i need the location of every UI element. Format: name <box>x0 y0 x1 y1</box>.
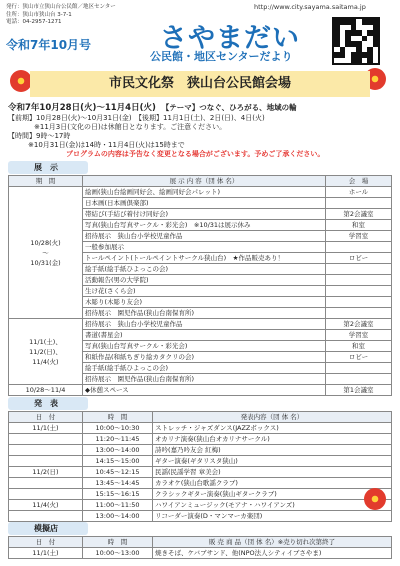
presentation-content: 詩吟(嘉乃吟友会 紅梅) <box>153 445 392 456</box>
table-row <box>9 500 392 511</box>
exhibit-content: 一般参加展示 <box>83 242 326 253</box>
qr-code-icon <box>332 17 380 65</box>
issue-month: 令和7年10月号 <box>6 38 92 52</box>
notice: プログラムの内容は予告なく変更となる場合がございます。予めご了承ください。 <box>66 150 325 158</box>
table-row <box>9 548 392 559</box>
table-row <box>9 467 392 478</box>
table-row <box>9 489 392 500</box>
table-row <box>9 385 392 396</box>
exhibit-content: 日本画(日本画倶楽部) <box>83 198 326 209</box>
time-cell: 10:00～10:30 <box>83 423 153 434</box>
venue-cell <box>326 198 392 209</box>
header <box>0 0 400 80</box>
presentation-content: ハワイアンミュージック(モアナ・ハワイアンズ) <box>153 500 392 511</box>
exhibit-content: 帯結び(手結び着付け同好会) <box>83 209 326 220</box>
shop-table: 日 付 時 間 販 売 商 品（団 体 名）※売り切れ次第終了 11/1(土) 10:00～13:00 焼きそば、ケバブサンド、他(NPO法人シティイブさやま) <box>8 536 392 559</box>
exhibit-content: 絵手紙(絵手紙ひよっこの会) <box>83 363 326 374</box>
exhibit-content: 活動報告(男の大学院) <box>83 275 326 286</box>
exhibit-content: トールペイント(トールペイントサークル狭山台) ★作品販売あり！ <box>83 253 326 264</box>
presentation-content: ストレッチ・ジャズダンス(JAZZボックス) <box>153 423 392 434</box>
venue-cell: ロビー <box>326 352 392 363</box>
table-row <box>9 445 392 456</box>
issuer-info: 発行：狭山市立狭山台公民館／地区センター 住所：狭山市狭山台 3-7-1 電話：04-2957-1271 <box>6 4 116 25</box>
presentation-content: オカリナ演奏(狭山台オカリナサークル) <box>153 434 392 445</box>
exhibit-content: 写真(狭山台写真サークル・彩光会) <box>83 341 326 352</box>
time-cell: 10:00～13:00 <box>83 548 153 559</box>
exhibit-content: 絵画(狭山台絵画同好会、絵画同好会パレット) <box>83 187 326 198</box>
table-row <box>9 511 392 522</box>
date-cell <box>9 511 83 522</box>
table-row <box>9 478 392 489</box>
exhibit-content: 和紙作品(和紙ちぎり絵カタクリの会) <box>83 352 326 363</box>
venue-cell: 学習室 <box>326 231 392 242</box>
venue-cell: 第2会議室 <box>326 209 392 220</box>
newsletter-title: さやまだい <box>160 23 300 54</box>
table-row <box>9 187 392 198</box>
venue-cell <box>326 264 392 275</box>
period-cell: 10/28(火) ～ 10/31(金) <box>9 187 83 319</box>
venue-cell <box>326 297 392 308</box>
info-line: 【時間】9時～17時 <box>8 132 71 140</box>
date-cell: 11/2(日) <box>9 467 83 478</box>
time-cell: 13:45～14:45 <box>83 478 153 489</box>
date-cell: 11/4(火) <box>9 500 83 511</box>
time-cell: 11:00～11:50 <box>83 500 153 511</box>
date-cell <box>9 456 83 467</box>
period-cell: 11/1(土)、 11/2(日)、 11/4(火) <box>9 319 83 385</box>
date-cell: 11/1(土) <box>9 548 83 559</box>
time-cell: 11:20～11:45 <box>83 434 153 445</box>
time-cell: 13:00～14:00 <box>83 511 153 522</box>
time-cell: 13:00～14:00 <box>83 445 153 456</box>
flower-icon <box>364 488 386 510</box>
venue-cell <box>326 242 392 253</box>
info-line: ※11月3日(文化の日)は休館日となります。ご注意ください。 <box>34 123 227 131</box>
exhibit-content: 招待展示 園児作品(狭山台南保育所) <box>83 374 326 385</box>
presentation-content: ギター演奏(ギタリスタ狭山) <box>153 456 392 467</box>
info-line: 【前期】10月28日(火)～10月31日(金) 【後期】11月1日(土)、2日(日)、4日(火) <box>8 114 265 122</box>
website-url[interactable]: http://www.city.sayama.saitama.jp <box>254 3 366 11</box>
time-cell: 15:15～16:15 <box>83 489 153 500</box>
table-row <box>9 319 392 330</box>
date-cell: 11/1(土) <box>9 423 83 434</box>
venue-cell <box>326 308 392 319</box>
date-cell <box>9 489 83 500</box>
time-cell: 10:45～12:15 <box>83 467 153 478</box>
presentation-content: クラシックギター演奏(狭山ギタークラブ) <box>153 489 392 500</box>
presentation-content: カラオケ(狭山台歌謡クラブ) <box>153 478 392 489</box>
venue-cell <box>326 363 392 374</box>
presentation-section-title: 発 表 <box>8 397 88 410</box>
date-cell <box>9 478 83 489</box>
exhibit-content: 生け花(さくら会) <box>83 286 326 297</box>
shop-content: 焼きそば、ケバブサンド、他(NPO法人シティイブさやま) <box>153 548 392 559</box>
presentation-table: 日 付 時 間 発表内容（団 体 名） 11/1(土) 10:00～10:30 ストレッチ・ジャズダンス(JAZZボックス) 11:20～11:45 オカリナ演奏(狭山台オカリナサークル) 13:00～14:00 詩吟(嘉乃吟友会 紅梅) 14:15～15:00 ギター演奏(ギタリスタ狭山) 11/2(日) 10:45～12:15 民謡(民謡学習 章美会) 13:45～14:45 カラオケ(狭山台歌謡クラブ) 15:15～16:15 クラシックギター演奏(狭山ギタークラブ) 11/4(火) 11:00～11:50 ハワイアンミュージック(モアナ・ハワイアンズ) 13:00～14:00 リコーダー演奏(D・マンマーカ楽団) <box>8 411 392 522</box>
venue-cell: ホール <box>326 187 392 198</box>
rest-period: 10/28～11/4 <box>9 385 83 396</box>
venue-cell: 和室 <box>326 341 392 352</box>
presentation-content: リコーダー演奏(D・マンマーカ楽団) <box>153 511 392 522</box>
exhibit-content: 招待展示 狭山台小学校児童作品 <box>83 319 326 330</box>
exhibit-content: 書道(書星会) <box>83 330 326 341</box>
exhibit-content: 招待展示 狭山台小学校児童作品 <box>83 231 326 242</box>
info-line: ※10月31日(金)は14時・11月4日(火)は15時まで <box>28 141 185 149</box>
date-cell <box>9 434 83 445</box>
table-row <box>9 434 392 445</box>
exhibit-table: 期 間 展 示 内 容（団 体 名） 会 場 10/28(火) ～ 10/31(金) 絵画(狭山台絵画同好会、絵画同好会パレット) ホール 日本画(日本画倶楽部) 帯結び(手結び着付け同好会) 第2会議室 写真(狭山台写真サークル・彩光会) ※10/31は展示休み 和室 招待展示 狭山台小学校児童作品 学習室 一般参加展示 トールペイント(トールペイントサークル狭山台) ★作品販売あり！ ロビー 絵手紙(絵手紙ひよっこの会) 活動報告(男の大学院) 生け花(さくら会) 木彫り(木彫り友会) 招待展示 園児作品(狭山台南保育所) 11/1(土)、 11/2(日)、 11/4(火) 招待展示 狭山台小学校児童作品 第2会議室 書道(書星会) 学習室 写真(狭山台写真サークル・彩光会) 和室 和紙作品(和紙ちぎり絵カタクリの会) ロビー 絵手紙(絵手紙ひよっこの会) 招待展示 園児作品(狭山台南保育所) 10/28～11/4 ◆休憩スペース 第1会議室 <box>8 175 392 396</box>
exhibit-section-title: 展 示 <box>8 161 88 174</box>
table-row <box>9 423 392 434</box>
table-row <box>9 456 392 467</box>
rest-venue: 第1会議室 <box>326 385 392 396</box>
rest-content: ◆休憩スペース <box>83 385 326 396</box>
venue-cell: ロビー <box>326 253 392 264</box>
exhibit-content: 木彫り(木彫り友会) <box>83 297 326 308</box>
exhibit-content: 写真(狭山台写真サークル・彩光会) ※10/31は展示休み <box>83 220 326 231</box>
venue-cell <box>326 286 392 297</box>
date-cell <box>9 445 83 456</box>
venue-cell <box>326 374 392 385</box>
venue-cell <box>326 275 392 286</box>
flower-icon <box>10 70 32 92</box>
time-cell: 14:15～15:00 <box>83 456 153 467</box>
shop-section-title: 模擬店 <box>8 522 88 535</box>
venue-cell: 第2会議室 <box>326 319 392 330</box>
exhibit-content: 絵手紙(絵手紙ひよっこの会) <box>83 264 326 275</box>
exhibit-content: 招待展示 園児作品(狭山台南保育所) <box>83 308 326 319</box>
newsletter-subtitle: 公民館・地区センターだより <box>150 50 293 63</box>
venue-cell: 和室 <box>326 220 392 231</box>
presentation-content: 民謡(民謡学習 章美会) <box>153 467 392 478</box>
venue-cell: 学習室 <box>326 330 392 341</box>
event-banner: 市民文化祭 狭山台公民館会場 <box>30 71 370 97</box>
event-dates: 令和7年10月28日(火)～11月4日(火) 【テーマ】つなぐ、ひろがる、地域の輪 <box>8 103 297 113</box>
